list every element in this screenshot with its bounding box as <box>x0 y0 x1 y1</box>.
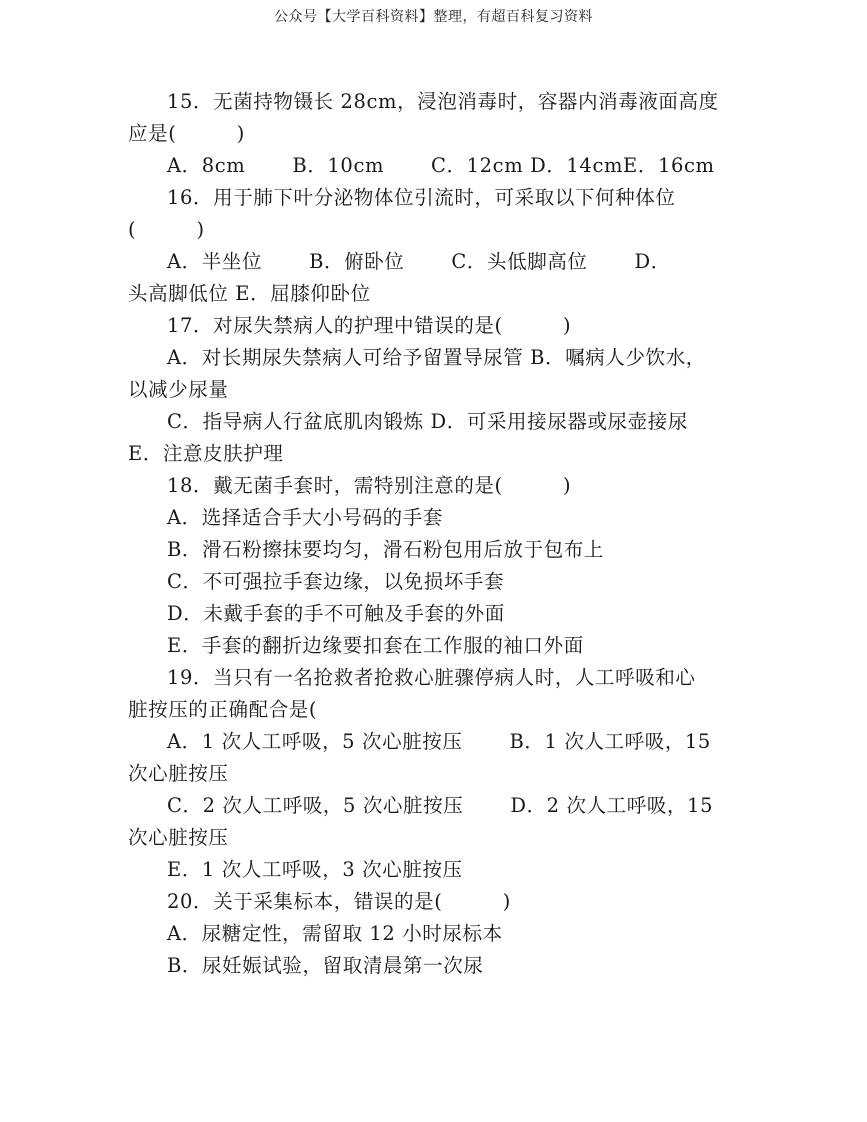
text-line: A．选择适合手大小号码的手套 <box>167 506 443 529</box>
text-line: 18．戴无菌手套时，需特别注意的是( ) <box>167 474 572 497</box>
text-line: 16．用于肺下叶分泌物体位引流时，可采取以下何种体位 <box>167 186 676 209</box>
text-line: 17．对尿失禁病人的护理中错误的是( ) <box>167 314 572 337</box>
text-line: E．1 次人工呼吸，3 次心脏按压 <box>167 858 463 881</box>
text-line: A．1 次人工呼吸，5 次心脏按压 B．1 次人工呼吸，15 <box>167 730 711 753</box>
text-line: 应是( ) <box>128 122 245 145</box>
text-line: C．指导病人行盆底肌肉锻炼 D．可采用接尿器或尿壶接尿 <box>167 410 688 433</box>
page-header: 公众号【大学百科资料】整理，有超百科复习资料 <box>274 9 593 25</box>
text-line: 次心脏按压 <box>128 826 229 849</box>
text-line: 次心脏按压 <box>128 762 229 785</box>
text-line: A．尿糖定性，需留取 12 小时尿标本 <box>167 922 503 945</box>
text-line: E．注意皮肤护理 <box>128 442 284 465</box>
text-line: E．手套的翻折边缘要扣套在工作服的袖口外面 <box>167 634 584 657</box>
text-line: ( ) <box>128 218 205 241</box>
text-line: 15．无菌持物镊长 28cm，浸泡消毒时，容器内消毒液面高度 <box>167 90 719 113</box>
text-line: A．对长期尿失禁病人可给予留置导尿管 B．嘱病人少饮水， <box>167 346 706 369</box>
text-line: 以减少尿量 <box>128 378 229 401</box>
text-line: C．不可强拉手套边缘，以免损坏手套 <box>167 570 505 593</box>
text-line: A．8cm B．10cm C．12cm D．14cmE．16cm <box>167 154 715 177</box>
text-line: B．尿妊娠试验，留取清晨第一次尿 <box>167 954 484 977</box>
text-line: 头高脚低位 E．屈膝仰卧位 <box>128 282 371 305</box>
text-line: 20．关于采集标本，错误的是( ) <box>167 890 511 913</box>
text-line: B．滑石粉擦抹要均匀，滑石粉包用后放于包布上 <box>167 538 605 561</box>
text-line: C．2 次人工呼吸，5 次心脏按压 D．2 次人工呼吸，15 <box>167 794 714 817</box>
text-line: A．半坐位 B．俯卧位 C．头低脚高位 D． <box>167 250 671 273</box>
text-line: 脏按压的正确配合是( <box>128 698 318 721</box>
question-body <box>128 86 738 982</box>
text-line: D．未戴手套的手不可触及手套的外面 <box>167 602 505 625</box>
text-line: 19．当只有一名抢救者抢救心脏骤停病人时，人工呼吸和心 <box>167 666 696 689</box>
